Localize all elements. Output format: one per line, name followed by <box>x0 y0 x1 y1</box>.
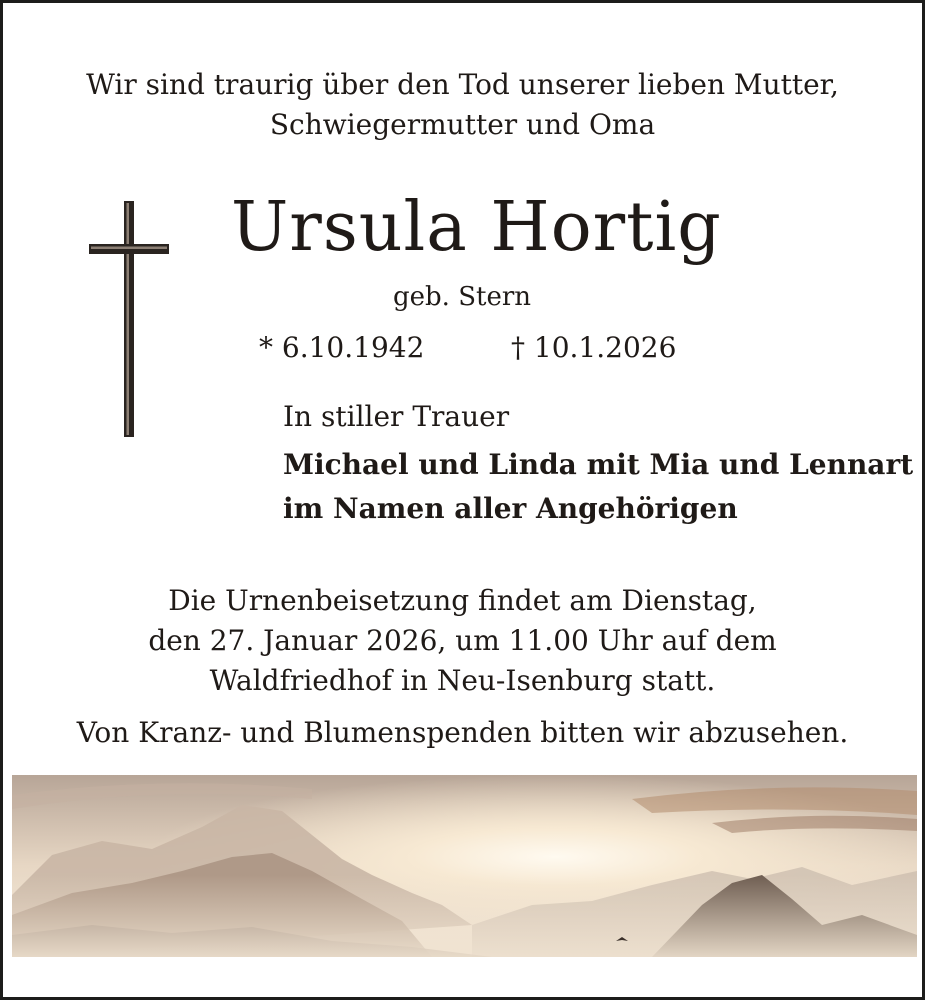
death-date: † 10.1.2026 <box>511 331 677 364</box>
mourning-label: In stiller Trauer <box>283 400 510 433</box>
burial-line-1: Die Urnenbeisetzung findet am Dienstag, <box>168 584 757 617</box>
cross-icon <box>89 201 169 437</box>
mountain-sunrise-image <box>12 775 917 957</box>
burial-info <box>3 581 922 701</box>
deceased-name: Ursula Hortig <box>231 188 722 267</box>
mourners-line-2: im Namen aller Angehörigen <box>283 492 738 525</box>
mourners <box>283 443 913 531</box>
intro-line-1: Wir sind traurig über den Tod unserer lieben Mutter, <box>86 68 839 101</box>
burial-line-2: den 27. Januar 2026, um 11.00 Uhr auf dem <box>148 624 777 657</box>
intro-text <box>3 65 922 145</box>
burial-line-3: Waldfriedhof in Neu-Isenburg statt. <box>209 664 716 697</box>
flowers-note: Von Kranz- und Blumenspenden bitten wir abzusehen. <box>76 716 849 749</box>
mourners-line-1: Michael und Linda mit Mia und Lennart <box>283 448 914 481</box>
maiden-name: geb. Stern <box>393 282 532 312</box>
birth-date: * 6.10.1942 <box>259 331 425 364</box>
intro-line-2: Schwiegermutter und Oma <box>269 108 656 141</box>
